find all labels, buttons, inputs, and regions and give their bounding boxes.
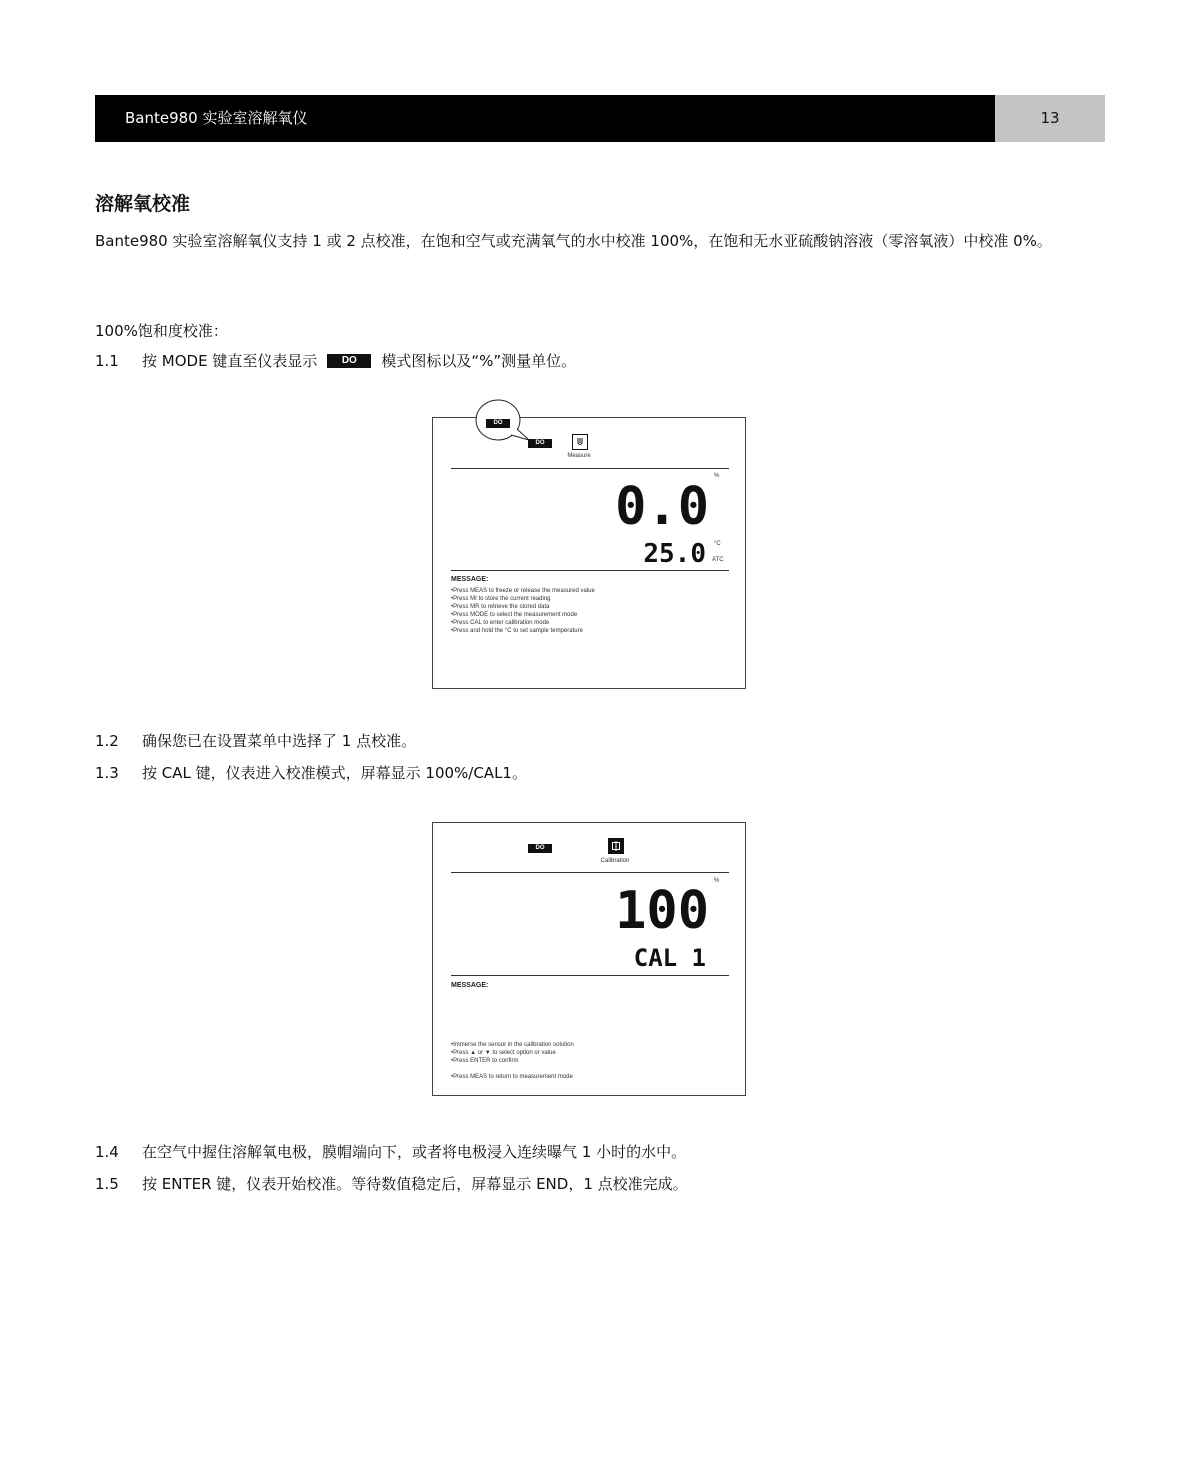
temperature-reading — [643, 539, 708, 569]
section-title: 溶解氧校准 — [95, 193, 191, 215]
header-title-bar — [95, 95, 995, 142]
temperature-value: 25.0 — [643, 539, 706, 569]
divider-bottom — [451, 570, 729, 571]
main-unit: % — [714, 473, 720, 479]
message-item: • Press MR to retrieve the stored data — [451, 603, 595, 611]
step-1-4 — [95, 1141, 686, 1163]
mode-label: Measure — [567, 453, 591, 459]
page-header — [95, 95, 1105, 142]
temperature-unit: °C — [714, 541, 721, 547]
meter-screen-calibration — [432, 822, 746, 1096]
message-title: MESSAGE: — [451, 982, 489, 989]
step-text: 按 ENTER 键，仪表开始校准。等待数值稳定后，屏幕显示 END，1 点校准完成。 — [142, 1175, 688, 1193]
do-mode-badge: DO — [327, 354, 371, 368]
message-item: • Press ▲ or ▼ to select option or value — [451, 1049, 574, 1057]
step-text: 确保您已在设置菜单中选择了 1 点校准。 — [142, 732, 417, 750]
step-number: 1.2 — [95, 732, 119, 750]
do-mode-badge: DO — [528, 439, 552, 448]
measure-probe-icon — [572, 434, 588, 450]
step-1-3 — [95, 762, 527, 784]
step-text: 按 CAL 键，仪表进入校准模式，屏幕显示 100%/CAL1。 — [142, 764, 527, 782]
message-item: • Immerse the sensor in the calibration solution — [451, 1041, 574, 1049]
main-value: 0.0 — [615, 477, 709, 537]
step-number: 1.1 — [95, 352, 119, 370]
step-text: 在空气中握住溶解氧电极，膜帽端向下，或者将电极浸入连续曝气 1 小时的水中。 — [142, 1143, 687, 1161]
calibration-point-value: CAL 1 — [633, 944, 706, 972]
page-number: 13 — [1040, 109, 1060, 127]
message-item: • Press ENTER to confirm — [451, 1057, 574, 1065]
calibration-point — [628, 944, 708, 970]
message-item: • Press and hold the °C to set sample temperature — [451, 627, 595, 635]
step-text-continued: 模式图标以及“%”测量单位。 — [381, 352, 577, 370]
main-value: 100 — [615, 881, 709, 941]
step-1-2 — [95, 730, 416, 752]
callout-do-badge: DO — [486, 419, 510, 428]
message-item: • Press MEAS to freeze or release the measured value — [451, 587, 595, 595]
step-1-5 — [95, 1173, 688, 1195]
divider-top — [451, 468, 729, 469]
mode-label: Calibration — [600, 858, 630, 864]
message-item: • Press CAL to enter calibration mode — [451, 619, 595, 627]
do-callout-bubble — [473, 398, 553, 458]
step-1-1 — [95, 350, 576, 372]
step-number: 1.3 — [95, 764, 119, 782]
step-number: 1.4 — [95, 1143, 119, 1161]
header-page-box — [995, 95, 1105, 142]
calibration-icon — [608, 838, 624, 854]
header-title: Bante980 实验室溶解氧仪 — [125, 109, 308, 127]
subheading: 100%饱和度校准： — [95, 322, 228, 340]
intro-paragraph: Bante980 实验室溶解氧仪支持 1 或 2 点校准，在饱和空气或充满氧气的水中校准 100%，在饱和无水亚硫酸钠溶液（零溶氧液）中校准 0%。 — [95, 232, 1052, 250]
message-item: • Press MODE to select the measurement mode — [451, 611, 595, 619]
meter-screen-measure — [432, 417, 746, 689]
main-unit: % — [714, 878, 720, 884]
message-title: MESSAGE: — [451, 576, 489, 583]
main-reading — [615, 477, 711, 537]
step-text: 按 MODE 键直至仪表显示 — [142, 352, 318, 370]
message-item: • Press MI to store the current reading — [451, 595, 595, 603]
message-list — [451, 1041, 574, 1065]
atc-indicator: ATC — [712, 557, 724, 563]
message-list — [451, 587, 595, 635]
message-item: • Press MEAS to return to measurement mode — [451, 1073, 573, 1081]
main-reading — [611, 881, 711, 941]
divider-top — [451, 872, 729, 873]
step-number: 1.5 — [95, 1175, 119, 1193]
message-footer — [451, 1073, 573, 1081]
do-mode-badge: DO — [528, 844, 552, 853]
divider-bottom — [451, 975, 729, 976]
